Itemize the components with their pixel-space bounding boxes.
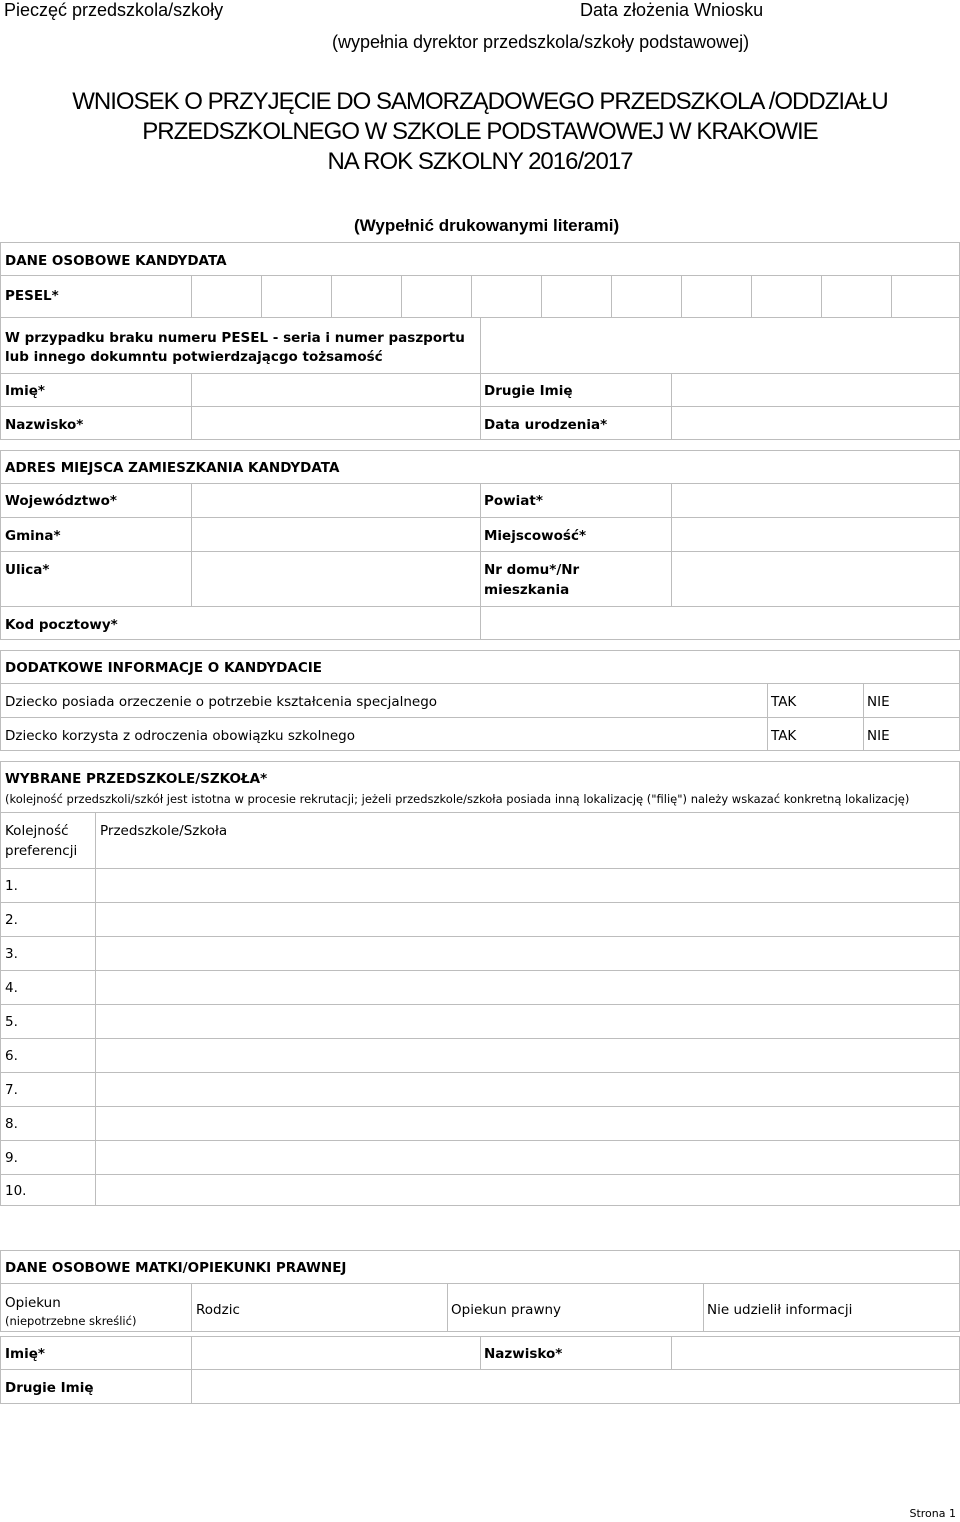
house-number-label-line-2: mieszkania	[484, 582, 570, 598]
locality-input[interactable]	[671, 517, 960, 552]
special-education-question: Dziecko posiada orzeczenie o potrzebie kształcenia specjalnego	[5, 694, 438, 710]
additional-section-title: DODATKOWE INFORMACJE O KANDYDACIE	[5, 660, 322, 676]
first-name-label: Imię*	[5, 383, 45, 399]
deferral-yes-option[interactable]: TAK	[771, 728, 797, 744]
preference-number-1: 1.	[5, 878, 18, 894]
preference-number-8: 8.	[5, 1116, 18, 1132]
guardian-type-note: (niepotrzebne skreślić)	[5, 1314, 137, 1328]
preference-number-4: 4.	[5, 980, 18, 996]
pesel-digit-8[interactable]	[681, 275, 752, 318]
county-input[interactable]	[671, 483, 960, 518]
preference-number-3: 3.	[5, 946, 18, 962]
pesel-digit-6[interactable]	[541, 275, 612, 318]
preference-number-10: 10.	[5, 1183, 27, 1199]
commune-input[interactable]	[191, 517, 481, 552]
fill-instructions: (Wypełnić drukowanymi literami)	[354, 216, 620, 235]
first-name-input[interactable]	[191, 373, 481, 407]
mother-first-name-input[interactable]	[191, 1336, 481, 1370]
school-name-header: Przedszkole/Szkoła	[100, 823, 228, 839]
passport-label-line-2: lub innego dokumntu potwierdzającgo tożsamość	[5, 349, 383, 365]
pesel-digit-1[interactable]	[191, 275, 262, 318]
special-education-no-option[interactable]: NIE	[867, 694, 890, 710]
school-input-4[interactable]	[95, 970, 960, 1005]
preference-number-5: 5.	[5, 1014, 18, 1030]
submission-date-label: Data złożenia Wniosku	[580, 0, 764, 20]
address-section-title: ADRES MIEJSCA ZAMIESZKANIA KANDYDATA	[5, 460, 340, 476]
guardian-parent-option[interactable]: Rodzic	[196, 1302, 240, 1318]
street-input[interactable]	[191, 551, 481, 607]
guardian-type-label: Opiekun	[5, 1295, 61, 1311]
street-label: Ulica*	[5, 562, 50, 578]
voivodeship-label: Województwo*	[5, 493, 117, 509]
schools-section-title: WYBRANE PRZEDSZKOLE/SZKOŁA*	[5, 771, 268, 787]
school-input-1[interactable]	[95, 868, 960, 903]
postal-code-label: Kod pocztowy*	[5, 617, 118, 633]
birth-date-label: Data urodzenia*	[484, 417, 608, 433]
birth-date-input[interactable]	[671, 406, 960, 440]
pesel-digit-7[interactable]	[611, 275, 682, 318]
school-input-10[interactable]	[95, 1174, 960, 1206]
director-note: (wypełnia dyrektor przedszkola/szkoły podstawowej)	[332, 32, 750, 52]
passport-label-line-1: W przypadku braku numeru PESEL - seria i numer paszportu	[5, 330, 465, 346]
second-name-label: Drugie Imię	[484, 383, 573, 399]
house-number-input[interactable]	[671, 551, 960, 607]
page-number: Strona 1	[909, 1507, 956, 1520]
county-label: Powiat*	[484, 493, 543, 509]
commune-label: Gmina*	[5, 528, 61, 544]
surname-label: Nazwisko*	[5, 417, 84, 433]
preference-number-6: 6.	[5, 1048, 18, 1064]
guardian-none-option[interactable]: Nie udzielił informacji	[707, 1302, 853, 1318]
mother-first-name-label: Imię*	[5, 1346, 45, 1362]
pesel-digit-11[interactable]	[891, 275, 960, 318]
pesel-digit-4[interactable]	[401, 275, 472, 318]
mother-second-name-input[interactable]	[191, 1369, 960, 1404]
pesel-label: PESEL*	[5, 288, 59, 304]
preference-number-7: 7.	[5, 1082, 18, 1098]
special-education-yes-option[interactable]: TAK	[771, 694, 797, 710]
mother-second-name-label: Drugie Imię	[5, 1380, 94, 1396]
mother-section-title: DANE OSOBOWE MATKI/OPIEKUNKI PRAWNEJ	[5, 1260, 347, 1276]
pesel-digit-3[interactable]	[331, 275, 402, 318]
pesel-digit-9[interactable]	[751, 275, 822, 318]
title-line-2: PRZEDSZKOLNEGO W SZKOLE PODSTAWOWEJ W KRAKOWIE	[142, 118, 818, 145]
mother-surname-input[interactable]	[671, 1336, 960, 1370]
guardian-legal-option[interactable]: Opiekun prawny	[451, 1302, 562, 1318]
school-input-8[interactable]	[95, 1106, 960, 1141]
postal-code-input[interactable]	[480, 606, 960, 640]
mother-surname-label: Nazwisko*	[484, 1346, 563, 1362]
deferral-question: Dziecko korzysta z odroczenia obowiązku szkolnego	[5, 728, 356, 744]
stamp-label: Pieczęć przedszkola/szkoły	[4, 0, 224, 20]
school-input-7[interactable]	[95, 1072, 960, 1107]
house-number-label-line-1: Nr domu*/Nr	[484, 562, 580, 578]
pesel-digit-2[interactable]	[261, 275, 332, 318]
second-name-input[interactable]	[671, 373, 960, 407]
preference-order-header-line-2: preferencji	[5, 843, 78, 859]
passport-input[interactable]	[480, 317, 960, 374]
pesel-digit-5[interactable]	[471, 275, 542, 318]
preference-order-header-line-1: Kolejność	[5, 823, 69, 839]
title-line-3: NA ROK SZKOLNY 2016/2017	[327, 148, 633, 175]
pesel-digit-10[interactable]	[821, 275, 892, 318]
preference-number-2: 2.	[5, 912, 18, 928]
surname-input[interactable]	[191, 406, 481, 440]
locality-label: Miejscowość*	[484, 528, 587, 544]
school-input-6[interactable]	[95, 1038, 960, 1073]
deferral-no-option[interactable]: NIE	[867, 728, 890, 744]
candidate-section-title: DANE OSOBOWE KANDYDATA	[5, 253, 227, 269]
schools-section-note: (kolejność przedszkoli/szkół jest istotna w procesie rekrutacji; jeżeli przedszkole/szkoła posiada inną lokalizację ("filię") należy wskazać konkretną lokalizację)	[5, 792, 910, 806]
school-input-3[interactable]	[95, 936, 960, 971]
school-input-5[interactable]	[95, 1004, 960, 1039]
school-input-2[interactable]	[95, 902, 960, 937]
title-line-1: WNIOSEK O PRZYJĘCIE DO SAMORZĄDOWEGO PRZEDSZKOLA /ODDZIAŁU	[72, 88, 888, 115]
voivodeship-input[interactable]	[191, 483, 481, 518]
school-input-9[interactable]	[95, 1140, 960, 1175]
preference-number-9: 9.	[5, 1150, 18, 1166]
